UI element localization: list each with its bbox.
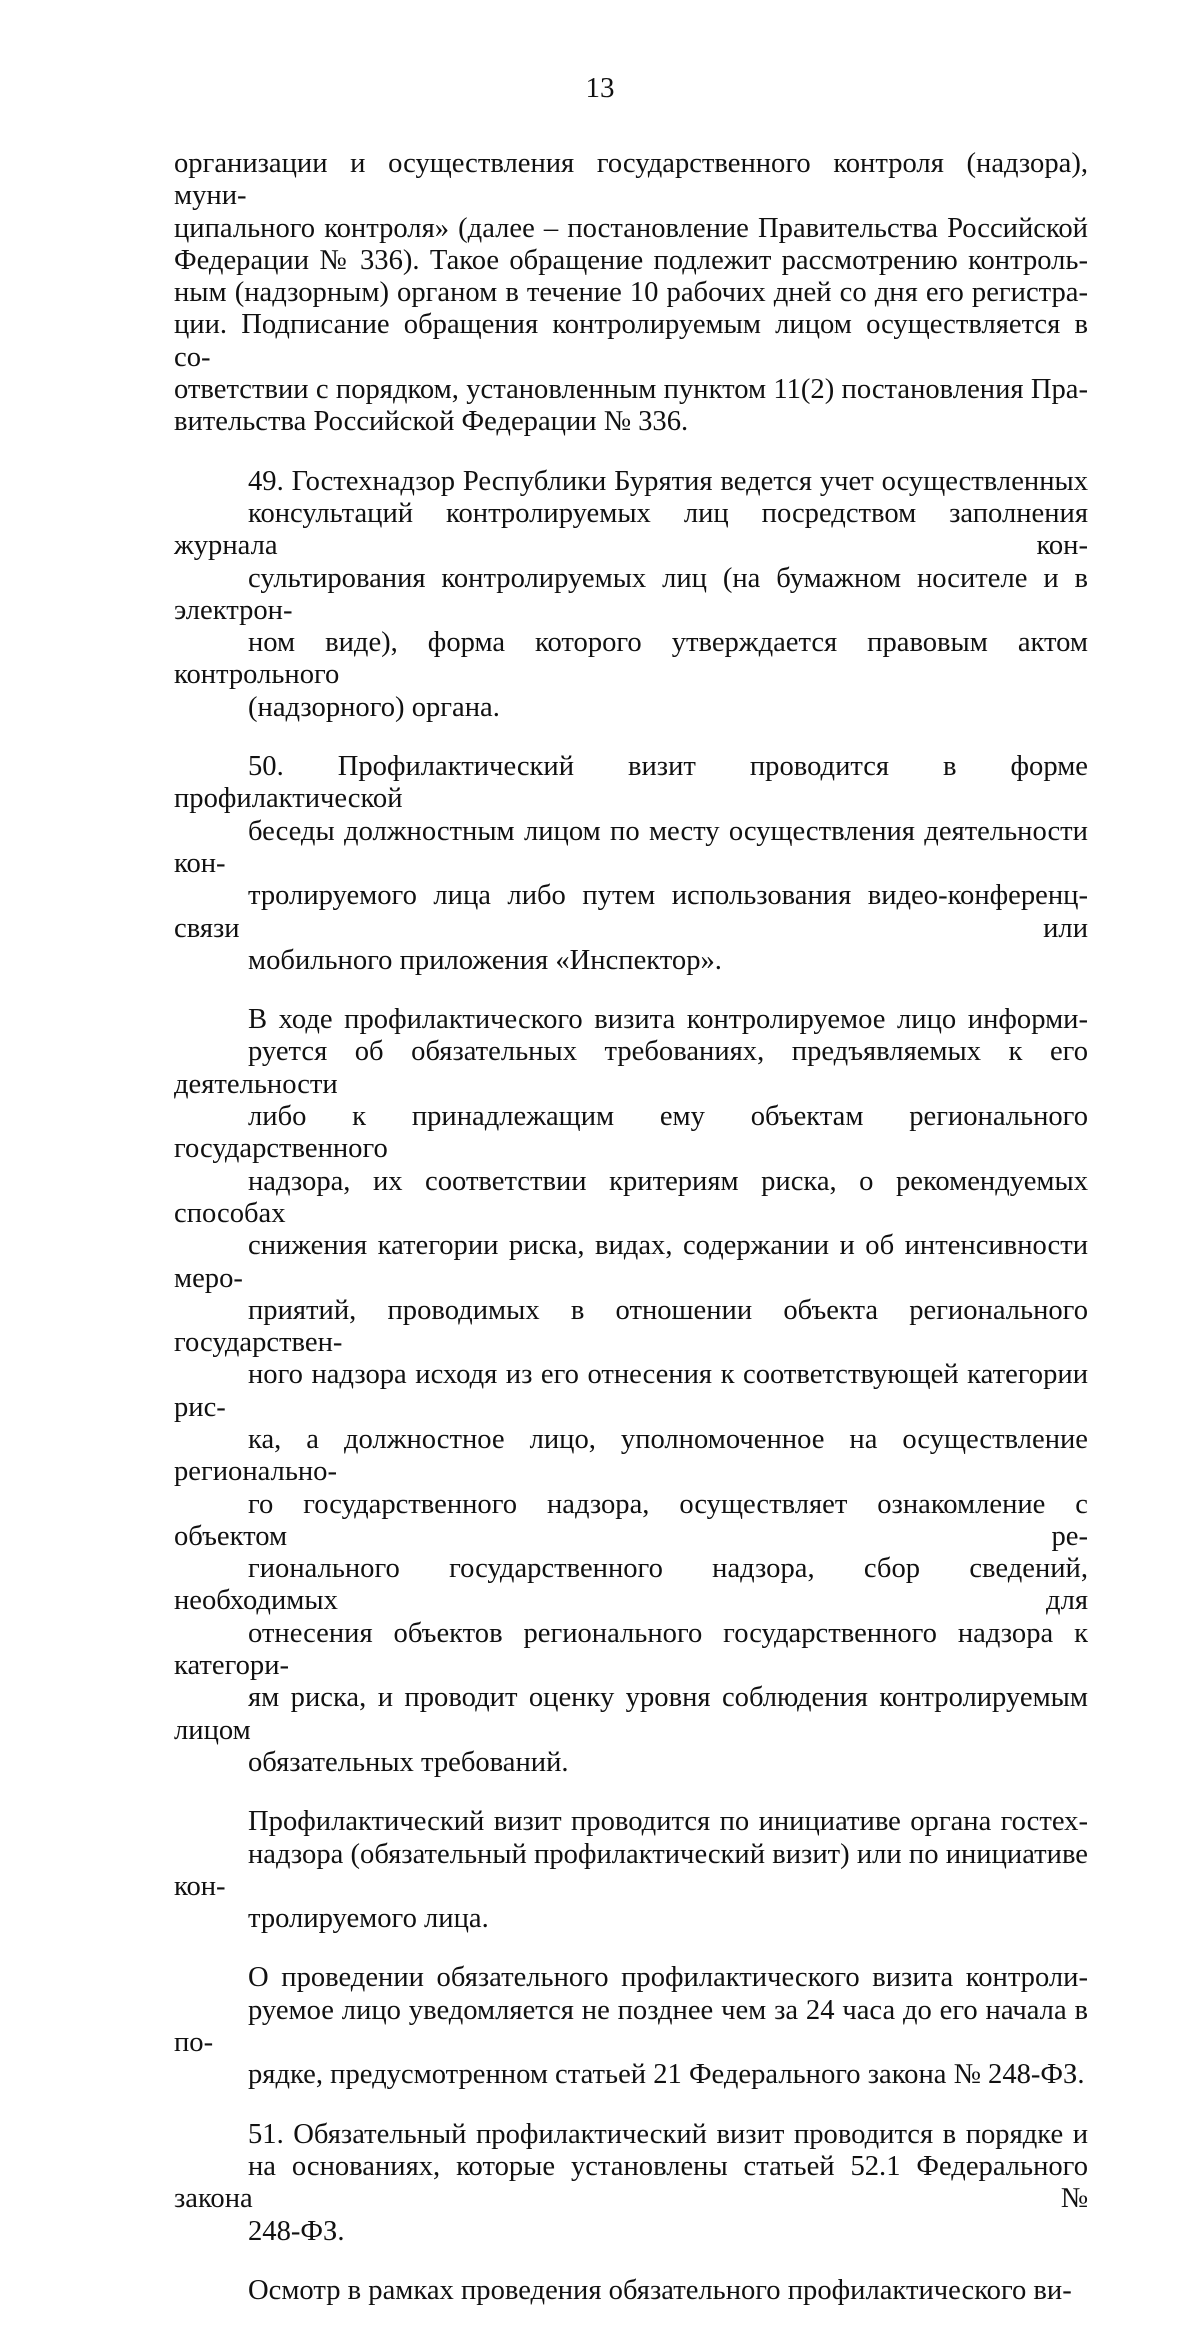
text-line: приятий, проводимых в отношении объекта регионального государствен- [174, 1294, 1088, 1359]
text-line: тролируемого лица. [248, 1903, 489, 1935]
text-line: обязательных требований. [248, 1746, 569, 1778]
text-line: Профилактический визит проводится по инициативе органа гостех- [248, 1806, 1088, 1838]
text-line: руемое лицо уведомляется не позднее чем за 24 часа до его начала в по- [174, 1994, 1088, 2059]
text-line: 248-ФЗ. [248, 2215, 345, 2247]
text-line: 49. Гостехнадзор Республики Бурятия ведется учет осуществленных [248, 465, 1088, 497]
text-line: Осмотр в рамках проведения обязательного профилактического ви- [248, 2274, 1072, 2306]
text-line: сультирования контролируемых лиц (на бумажном носителе и в электрон- [174, 562, 1088, 626]
text-line: Федерации № 336). Такое обращение подлежит рассмотрению контроль- [174, 244, 1088, 276]
page-number: 13 [585, 72, 615, 104]
text-line: ям риска, и проводит оценку уровня соблюдения контролируемым лицом [174, 1682, 1088, 1746]
paragraph [174, 2119, 1088, 2248]
text-line: надзора, их соответствии критериям риска, о рекомендуемых способах [174, 1165, 1088, 1229]
text-line: ным (надзорным) органом в течение 10 рабочих дней со дня его регистра- [174, 277, 1088, 309]
text-line: отнесения объектов регионального государственного надзора к категори- [174, 1617, 1088, 1682]
text-line: тролируемого лица либо путем использования видео-конференц-связи или [174, 880, 1088, 944]
text-line: ципального контроля» (далее – постановление Правительства Российской [174, 212, 1088, 244]
text-line: снижения категории риска, видах, содержании и об интенсивности меро- [174, 1230, 1088, 1294]
text-line: О проведении обязательного профилактического визита контроли- [248, 1962, 1088, 1994]
text-line: (надзорного) органа. [248, 691, 500, 723]
text-line: го государственного надзора, осуществляет ознакомление с объектом ре- [174, 1488, 1088, 1552]
text-line: руется об обязательных требованиях, предъявляемых к его деятельности [174, 1036, 1088, 1100]
text-line: ции. Подписание обращения контролируемым лицом осуществляется в со- [174, 309, 1088, 373]
paragraph [174, 1962, 1088, 2091]
text-line: либо к принадлежащим ему объектам регионального государственного [174, 1101, 1088, 1165]
paragraph [174, 751, 1088, 977]
text-line: организации и осуществления государственного контроля (надзора), муни- [174, 148, 1088, 212]
document-body [174, 148, 1088, 2334]
paragraph [174, 1004, 1088, 1779]
text-line: В ходе профилактического визита контролируемое лицо информи- [248, 1004, 1088, 1036]
paragraph [174, 2275, 1088, 2307]
paragraph [174, 1806, 1088, 1935]
text-line: ном виде), форма которого утверждается правовым актом контрольного [174, 627, 1088, 691]
text-line: ного надзора исходя из его отнесения к соответствующей категории рис- [174, 1359, 1088, 1423]
text-line: на основаниях, которые установлены статьей 52.1 Федерального закона № [174, 2150, 1088, 2215]
text-line: гионального государственного надзора, сбор сведений, необходимых для [174, 1553, 1088, 1617]
text-line: беседы должностным лицом по месту осуществления деятельности кон- [174, 815, 1088, 879]
text-line: надзора (обязательный профилактический визит) или по инициативе кон- [174, 1838, 1088, 1902]
text-line: консультаций контролируемых лиц посредством заполнения журнала кон- [174, 497, 1088, 562]
text-line: ответствии с порядком, установленным пунктом 11(2) постановления Пра- [174, 374, 1088, 406]
text-line: рядке, предусмотренном статьей 21 Федерального закона № 248-ФЗ. [248, 2059, 1085, 2091]
paragraph [174, 148, 1088, 439]
text-line: вительства Российской Федерации № 336. [174, 406, 689, 438]
text-line: 51. Обязательный профилактический визит проводится в порядке и [248, 2118, 1088, 2150]
text-line: мобильного приложения «Инспектор». [248, 944, 722, 976]
text-line: 50. Профилактический визит проводится в форме профилактической [174, 751, 1088, 815]
text-line: ка, а должностное лицо, уполномоченное на осуществление регионально- [174, 1423, 1088, 1488]
paragraph [174, 466, 1088, 724]
